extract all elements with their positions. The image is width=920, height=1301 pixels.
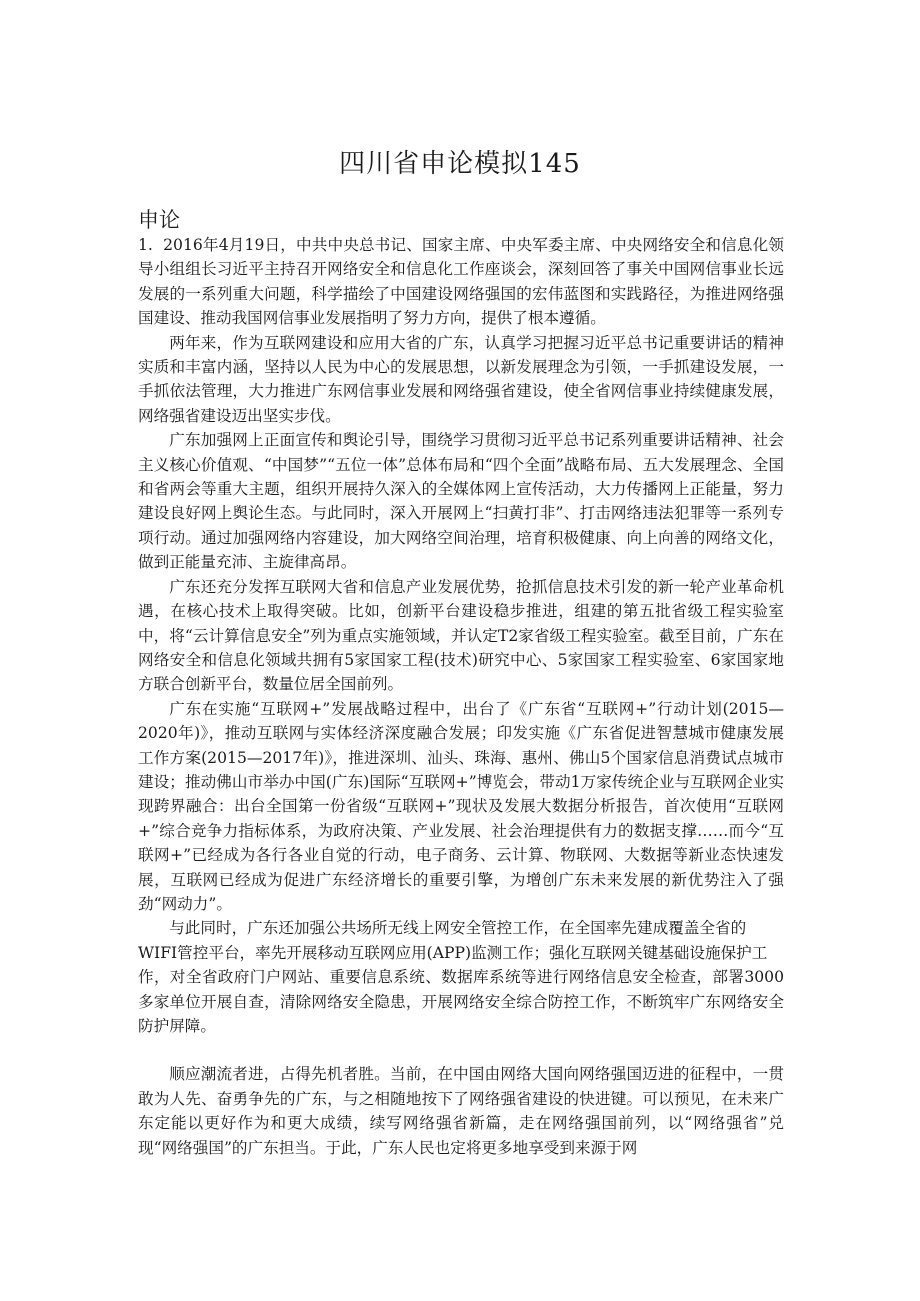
document-title: 四川省申论模拟145 <box>339 149 581 179</box>
paragraph-1-text: 2016年4月19日，中共中央总书记、国家主席、中央军委主席、中央网络安全和信息化领导小组组长习近平主持召开网络安全和信息化工作座谈会，深刻回答了事关中国网信事业长远发展的一系列重大问题，科学描绘了中国建设网络强国的宏伟蓝图和实践路径，为推进网络强国建设、推动我国网信事业发展指明了努力方向，提供了根本遵循。 <box>138 236 785 328</box>
paragraph-4: 广东还充分发挥互联网大省和信息产业发展优势，抢抓信息技术引发的新一轮产业革命机遇，在核心技术上取得突破。比如，创新平台建设稳步推进，组建的第五批省级工程实验室中，将“云计算信息安全”列为重点实施领域，并认定T2家省级工程实验室。截至目前，广东在网络安全和信息化领域共拥有5家国家工程(技术)研究中心、5家国家工程实验室、6家国家地方联合创新平台，数量位居全国前列。 <box>138 577 784 694</box>
paragraph-7: WIFI管控平台，率先开展移动互联网应用(APP)监测工作；强化互联网关键基础设施保护工 <box>138 943 768 962</box>
document-body <box>138 233 784 1160</box>
paragraph-9: 顺应潮流者进，占得先机者胜。当前，在中国由网络大国向网络强国迈进的征程中，一贯敢为人先、奋勇争先的广东，与之相随地按下了网络强省建设的快进键。可以预见，在未来广东定能以更好作为和更大成绩，续写网络强省新篇，走在网络强国前列，以“网络强省”兑现“网络强国”的广东担当。于此，广东人民也定将更多地享受到来源于网 <box>138 1065 784 1157</box>
paragraph-6: 与此同时，广东还加强公共场所无线上网安全管控工作，在全国率先建成覆盖全省的 <box>169 919 747 938</box>
paragraph-3: 广东加强网上正面宣传和舆论引导，围绕学习贯彻习近平总书记系列重要讲话精神、社会主义核心价值观、“中国梦”“五位一体”总体布局和“四个全面”战略布局、五大发展理念、全国和省两会等重大主题，组织开展持久深入的全媒体网上宣传活动，大力传播网上正能量，努力建设良好网上舆论生态。与此同时，深入开展网上“扫黄打非”、打击网络违法犯罪等一系列专项行动。通过加强网络内容建设，加大网络空间治理，培育积极健康、向上向善的网络文化，做到正能量充沛、主旋律高昂。 <box>138 431 784 572</box>
paragraph-8: 作，对全省政府门户网站、重要信息系统、数据库系统等进行网络信息安全检查，部署3000多家单位开展自查，清除网络安全隐患，开展网络安全综合防控工作，不断筑牢广东网络安全防护屏障。 <box>138 968 784 1035</box>
paragraph-1 <box>138 233 784 331</box>
paragraph-spacer <box>138 1038 784 1062</box>
section-heading: 申论 <box>138 208 180 232</box>
paragraph-5: 广东在实施“互联网+”发展战略过程中，出台了《广东省“互联网+”行动计划(2015—2020年)》，推动互联网与实体经济深度融合发展；印发实施《广东省促进智慧城市健康发展工作方案(2015—2017年)》，推进深圳、汕头、珠海、惠州、佛山5个国家信息消费试点城市建设；推动佛山市举办中国(广东)国际“互联网+”博览会，带动1万家传统企业与互联网企业实现跨界融合：出台全国第一份省级“互联网+”现状及发展大数据分析报告，首次使用“互联网+”综合竞争力指标体系，为政府决策、产业发展、社会治理提供有力的数据支撑……而今“互联网+”已经成为各行各业自觉的行动，电子商务、云计算、物联网、大数据等新业态快速发展，互联网已经成为促进广东经济增长的重要引擎，为增创广东未来发展的新优势注入了强劲“网动力”。 <box>138 699 784 913</box>
paragraph-2: 两年来，作为互联网建设和应用大省的广东，认真学习把握习近平总书记重要讲话的精神实质和丰富内涵，坚持以人民为中心的发展思想，以新发展理念为引领，一手抓建设发展，一手抓依法管理，大力推进广东网信事业发展和网络强省建设，使全省网信事业持续健康发展，网络强省建设迈出坚实步伐。 <box>138 333 784 425</box>
question-number: 1. <box>138 236 153 254</box>
